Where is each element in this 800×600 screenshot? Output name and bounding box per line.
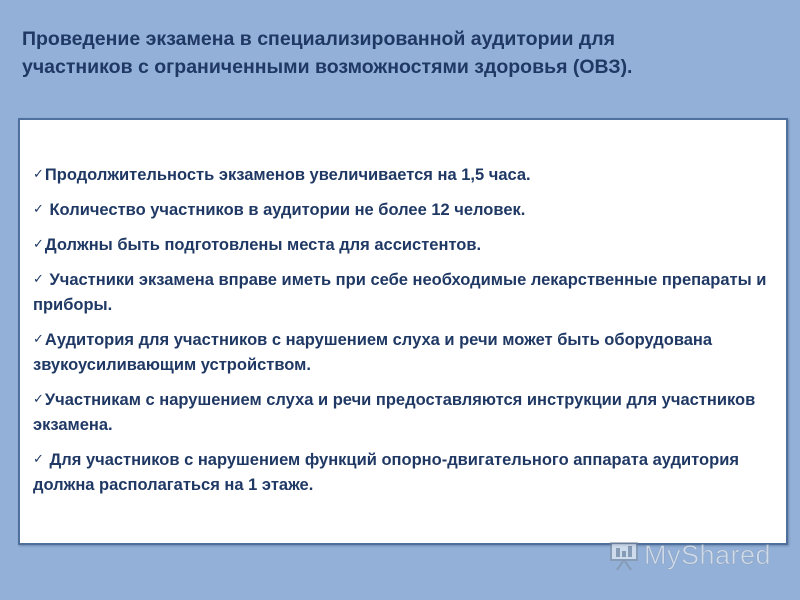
bullet-item <box>33 161 781 188</box>
watermark-text: MyShared <box>644 539 772 570</box>
slide-title-line-2: участников с ограниченными возможностями здоровья (ОВЗ). <box>22 56 633 78</box>
bullet-item <box>33 326 781 378</box>
slide-title <box>22 25 762 81</box>
checkmark-icon: ✓ <box>33 166 44 181</box>
bullet-text: Для участников с нарушением функций опорно-двигательного аппарата аудитория должна располагаться на 1 этаже. <box>33 451 739 494</box>
bullet-text: Должны быть подготовлены места для ассистентов. <box>44 236 482 254</box>
bullet-item <box>33 231 781 258</box>
bullet-text: Аудитория для участников с нарушением слуха и речи может быть оборудована звукоусиливающим устройством. <box>33 331 713 374</box>
bullet-item <box>33 266 781 318</box>
bullet-item <box>33 446 781 498</box>
bullet-text: Продолжительность экзаменов увеличивается на 1,5 часа. <box>44 166 531 184</box>
watermark <box>606 537 771 573</box>
presentation-board-icon <box>606 539 642 571</box>
bullet-text: Участникам с нарушением слуха и речи предоставляются инструкции для участников экзамена. <box>33 391 756 434</box>
bullet-text: Участники экзамена вправе иметь при себе необходимые лекарственные препараты и приборы. <box>33 271 767 314</box>
checkmark-icon: ✓ <box>33 391 44 406</box>
content-box <box>18 118 788 545</box>
checkmark-icon: ✓ <box>33 451 44 466</box>
bullet-text: Количество участников в аудитории не более 12 человек. <box>44 201 526 219</box>
checkmark-icon: ✓ <box>33 271 44 286</box>
bullet-list <box>33 161 781 506</box>
slide-title-line-1: Проведение экзамена в специализированной аудитории для <box>22 28 616 50</box>
checkmark-icon: ✓ <box>33 201 44 216</box>
bullet-item <box>33 196 781 223</box>
checkmark-icon: ✓ <box>33 331 44 346</box>
checkmark-icon: ✓ <box>33 236 44 251</box>
bullet-item <box>33 386 781 438</box>
